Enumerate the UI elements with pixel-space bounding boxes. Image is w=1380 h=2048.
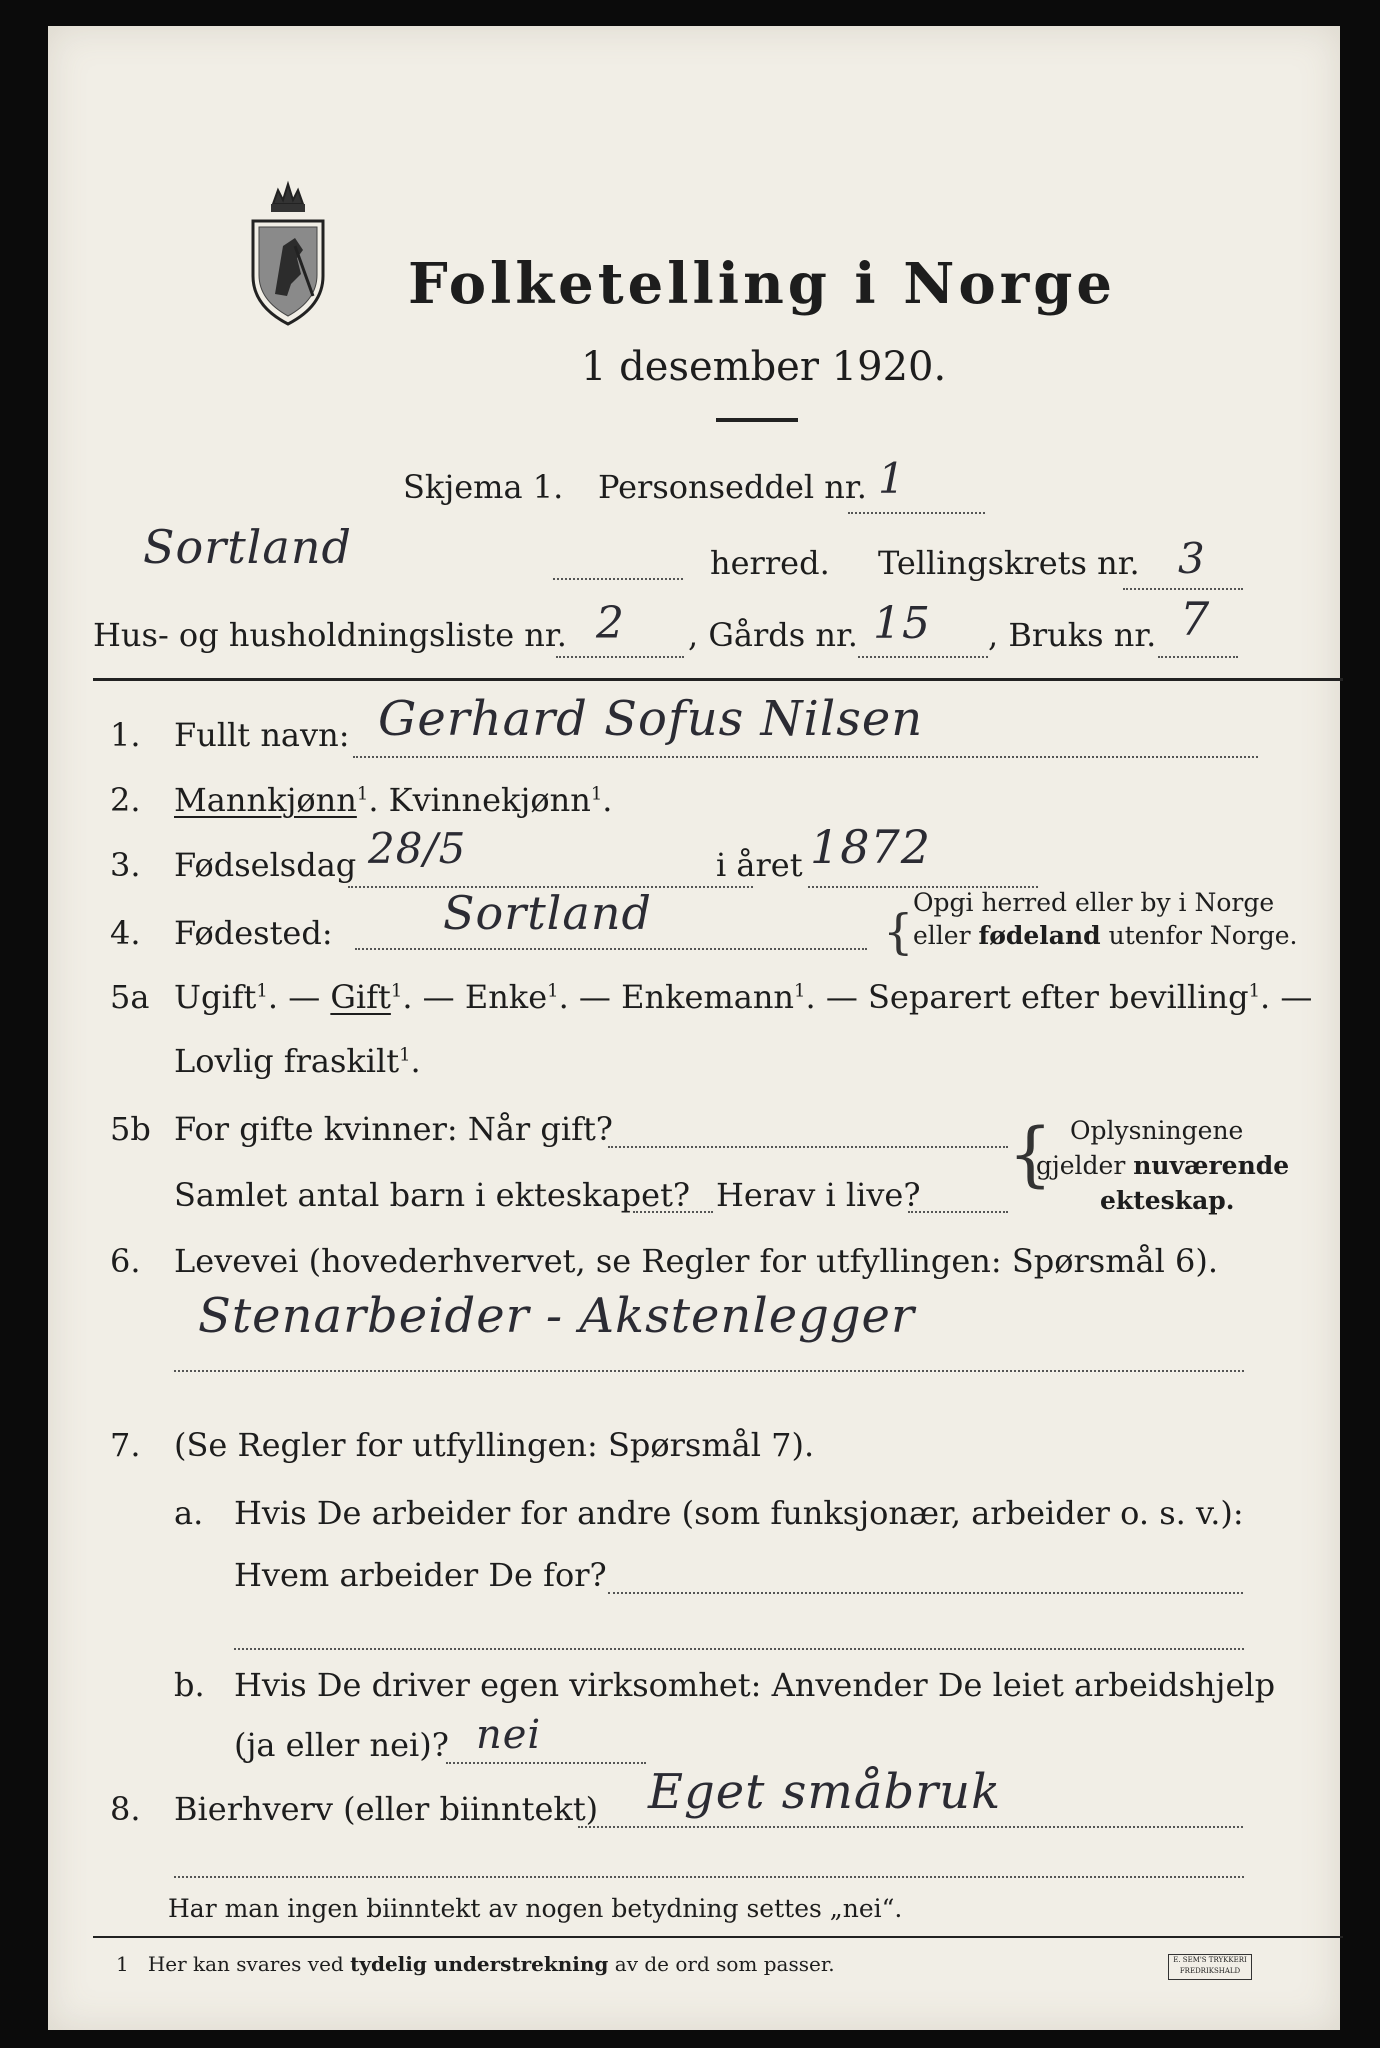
option-mannkjonn[interactable]: Mannkjønn [174,781,357,819]
q5b-note-line2: gjelder nuværende [1036,1151,1290,1180]
option-enke[interactable]: Enke [464,978,548,1016]
biinntekt-note: Har man ingen biinntekt av nogen betydning settes „nei“. [168,1894,903,1923]
occupation-value[interactable]: Stenarbeider - Akstenlegger [198,1288,915,1344]
header-rule [93,678,1343,681]
q7a-text: Hvis De arbeider for andre (som funksjonær, arbeider o. s. v.): [234,1494,1244,1532]
q6-line [174,1370,1244,1372]
q6-number: 6. [110,1242,141,1280]
option-ugift[interactable]: Ugift [174,978,257,1016]
q8-line [578,1826,1243,1828]
footer-rule [93,1936,1343,1938]
q5b-note-line1: Oplysningene [1070,1116,1244,1145]
q1-number: 1. [110,716,141,754]
herred-label: herred. [710,544,830,582]
q5b-label-children: Samlet antal barn i ekteskapet? [174,1176,691,1214]
herred-value[interactable]: Sortland [143,520,352,574]
gards-value[interactable]: 15 [873,598,931,649]
q4-note-line2: eller fødeland utenfor Norge. [913,921,1298,950]
side-occupation-value[interactable]: Eget småbruk [648,1764,1002,1820]
option-enkemann[interactable]: Enkemann [621,978,795,1016]
personseddel-label: Personseddel nr. [598,468,867,506]
q7a-line [608,1592,1243,1594]
q5b-alive-line [908,1211,1008,1213]
q7-label: (Se Regler for utfyllingen: Spørsmål 7). [174,1426,815,1464]
hired-help-value[interactable]: nei [476,1712,542,1758]
q5b-label-married: For gifte kvinner: Når gift? [174,1110,613,1148]
q7a-letter: a. [174,1494,204,1532]
option-gift[interactable]: Gift [330,978,391,1016]
husholdningsliste-label: Hus- og husholdningsliste nr. [93,616,567,654]
printer-stamp: E. SEM'S TRYKKERI FREDRIKSHALD [1168,1954,1252,1980]
footnote: 1 Her kan svares ved tydelig understrekning av de ord som passer. [116,1952,835,1976]
q5b-married-line [608,1146,1008,1148]
q5a-options: Ugift$^1$. — Gift$^1$. — Enke$^1$. — Enkemann$^1$. — Separert efter bevilling$^1$. — [174,978,1313,1016]
q8-line-2 [174,1876,1244,1878]
q7a-question: Hvem arbeider De for? [234,1556,607,1594]
census-form-page [48,26,1340,2030]
q4-note-line1: Opgi herred eller by i Norge [913,888,1275,917]
q5b-brace: { [1008,1113,1053,1195]
q8-number: 8. [110,1790,141,1828]
coat-of-arms-emblem [243,176,333,326]
full-name-value[interactable]: Gerhard Sofus Nilsen [378,691,924,747]
q5b-label-alive: Herav i live? [716,1176,921,1214]
q4-brace: { [883,904,914,960]
title-divider [716,418,798,422]
birth-year-value[interactable]: 1872 [810,820,932,874]
tellingskrets-label: Tellingskrets nr. [878,544,1140,582]
q7b-line [446,1762,646,1764]
q5a-fraskilt: Lovlig fraskilt$^1$. [174,1042,421,1080]
q7-number: 7. [110,1426,141,1464]
q7b-text: Hvis De driver egen virksomhet: Anvender De leiet arbeidshjelp [234,1666,1276,1704]
q5a-number: 5a [110,978,150,1016]
q6-label: Levevei (hovederhvervet, se Regler for utfyllingen: Spørsmål 6). [174,1242,1219,1280]
tellingskrets-value[interactable]: 3 [1178,534,1206,583]
birthplace-value[interactable]: Sortland [443,886,652,940]
q7b-letter: b. [174,1666,205,1704]
bruks-label: , Bruks nr. [988,616,1157,654]
year-label: i året [716,846,803,884]
q1-line [353,756,1258,758]
option-kvinnekjonn[interactable]: Kvinnekjønn [388,781,591,819]
q4-label: Fødested: [174,914,333,952]
q5b-number: 5b [110,1110,151,1148]
q1-label: Fullt navn: [174,716,350,754]
gards-label: , Gårds nr. [688,616,858,654]
form-title: Folketelling i Norge [408,251,1117,317]
q5b-children-line [633,1211,713,1213]
skjema-label: Skjema 1. [403,468,564,506]
q4-line [355,948,867,950]
census-date: 1 desember 1920. [581,344,947,390]
q8-label: Bierhverv (eller biinntekt) [174,1790,599,1828]
q3-label: Fødselsdag [174,846,357,884]
q5b-note-line3: ekteskap. [1100,1186,1235,1215]
q7b-question: (ja eller nei)? [234,1726,449,1764]
gards-line [858,656,988,658]
option-fraskilt[interactable]: Lovlig fraskilt [174,1042,400,1080]
herred-line [553,578,683,580]
personseddel-value[interactable]: 1 [878,454,906,503]
q7a-line-2 [234,1648,1244,1650]
option-separert[interactable]: Separert efter bevilling [868,978,1249,1016]
bruks-value[interactable]: 7 [1180,592,1211,646]
birth-date-value[interactable]: 28/5 [368,824,467,873]
bruks-line [1158,656,1238,658]
husholdningsliste-line [556,656,684,658]
q4-number: 4. [110,914,141,952]
q2-options: Mannkjønn$^1$. Kvinnekjønn$^1$. [174,781,613,819]
personseddel-line [848,512,985,514]
q3-number: 3. [110,846,141,884]
q2-number: 2. [110,781,141,819]
tellingskrets-line [1123,588,1243,590]
husholdningsliste-value[interactable]: 2 [596,598,625,649]
